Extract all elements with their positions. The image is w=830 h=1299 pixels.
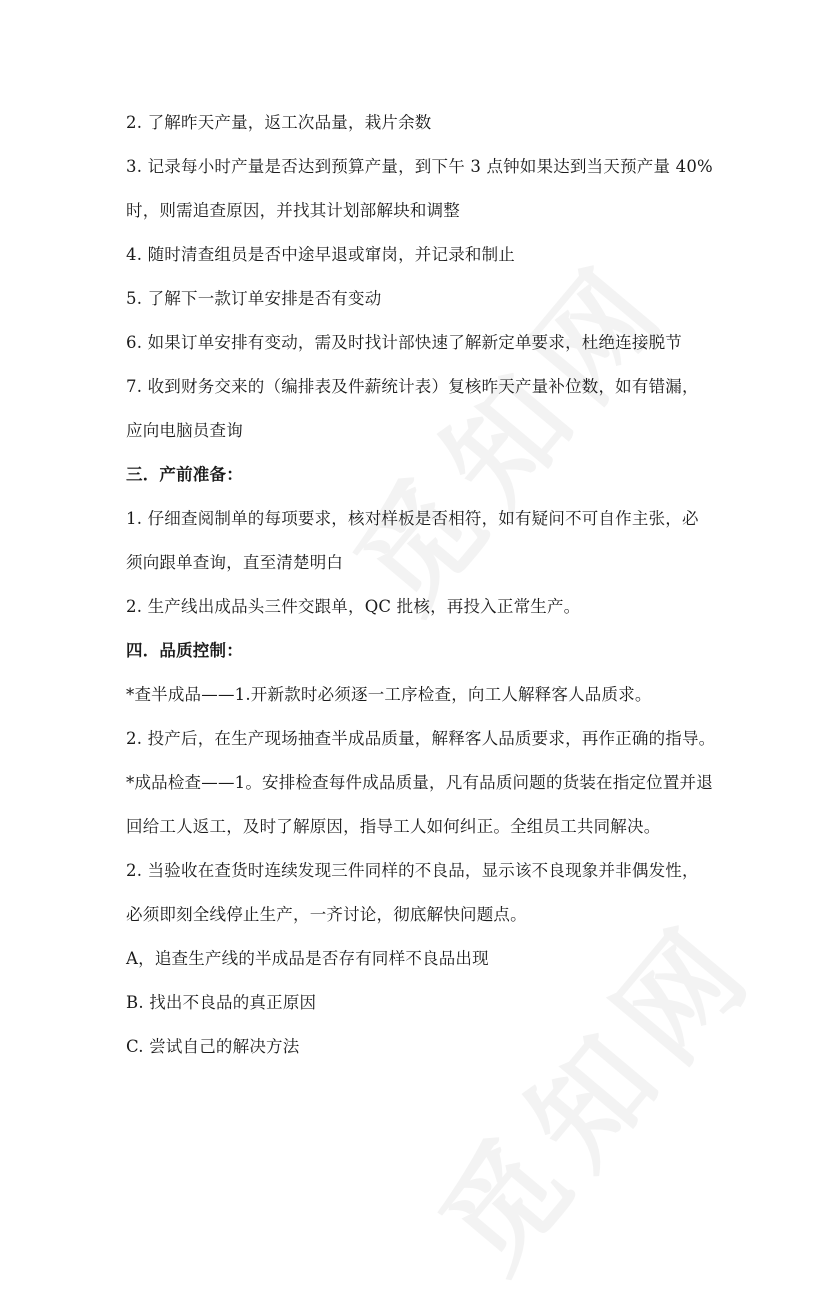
watermark-text: [310, 217, 702, 639]
item-4-check-members: 4. 随时清查组员是否中途早退或窜岗，并记录和制止: [126, 245, 515, 264]
qc-finished-2: 2. 当验收在查货时连续发现三件同样的不良品，显示该不良现象并非偶发性，: [126, 861, 699, 880]
item-6-order-change: 6. 如果订单安排有变动，需及时找计部快速了解新定单要求，杜绝连接脱节: [126, 333, 682, 352]
qc-semi-finished-1: *查半成品——1.开新款时必须逐一工序检查，向工人解释客人品质求。: [126, 685, 652, 704]
item-3-hourly-output: 3. 记录每小时产量是否达到预算产量，到下午 3 点钟如果达到当天预产量 40%: [126, 157, 713, 176]
watermark-text-lower: [395, 877, 787, 1299]
qc-step-b: B. 找出不良品的真正原因: [126, 993, 317, 1012]
section-heading-quality-control: 四．品质控制：: [126, 641, 243, 660]
prep-item-2: 2. 生产线出成品头三件交跟单，QC 批核，再投入正常生产。: [126, 597, 581, 616]
item-5-next-order: 5. 了解下一款订单安排是否有变动: [126, 289, 382, 308]
item-3-hourly-output-cont: 时，则需追查原因，并找其计划部解块和调整: [126, 201, 460, 220]
qc-step-a: A，追查生产线的半成品是否存有同样不良品出现: [126, 949, 489, 968]
prep-item-1: 1. 仔细查阅制单的每项要求，核对样板是否相符，如有疑问不可自作主张，必: [126, 509, 699, 528]
qc-semi-finished-2: 2. 投产后，在生产现场抽查半成品质量，解释客人品质要求，再作正确的指导。: [126, 729, 716, 748]
qc-step-c: C. 尝试自己的解决方法: [126, 1037, 300, 1056]
item-7-finance-review-cont: 应向电脑员查询: [126, 421, 243, 440]
qc-finished-1-cont: 回给工人返工，及时了解原因，指导工人如何纠正。全组员工共同解决。: [126, 817, 661, 836]
qc-finished-2-cont: 必须即刻全线停止生产，一齐讨论，彻底解快问题点。: [126, 905, 527, 924]
item-2-yesterday-output: 2. 了解昨天产量，返工次品量，栽片余数: [126, 113, 432, 132]
prep-item-1-cont: 须向跟单查询，直至清楚明白: [126, 553, 344, 572]
qc-finished-1: *成品检查——1。安排检查每件成品质量，凡有品质问题的货装在指定位置并退: [126, 773, 713, 792]
section-heading-preproduction: 三．产前准备：: [126, 465, 243, 484]
item-7-finance-review: 7. 收到财务交来的（编排表及件薪统计表）复核昨天产量补位数，如有错漏，: [126, 377, 699, 396]
